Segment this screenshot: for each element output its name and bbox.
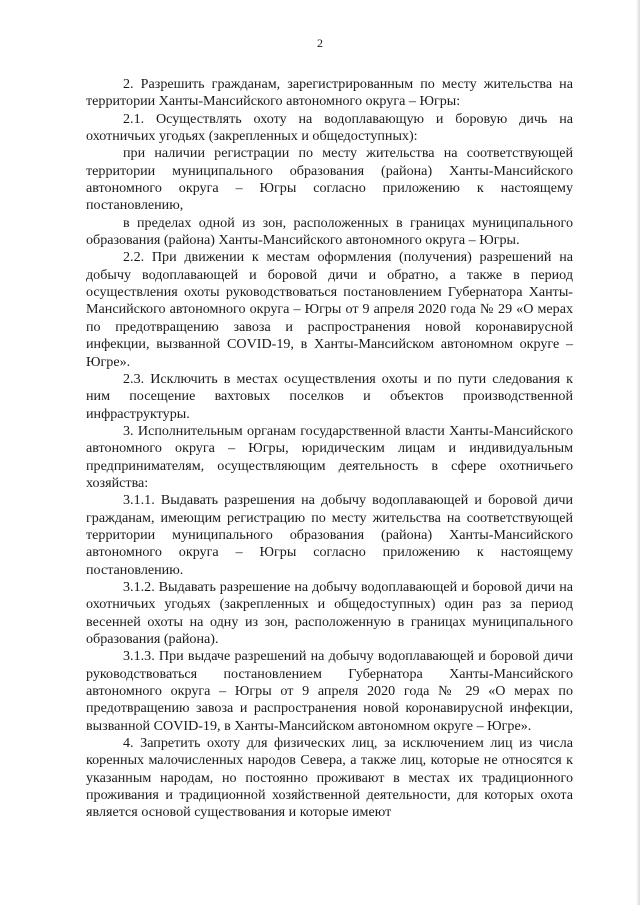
paragraph-2: 2. Разрешить гражданам, зарегистрированным по месту жительства на территории Ханты-Мансийского автономного округа – Югры:	[86, 76, 573, 110]
paragraph-3-1-1: 3.1.1. Выдавать разрешения на добычу водоплавающей и боровой дичи гражданам, имеющим регистрацию по месту жительства на соответствующей территории муниципального образования (района) Ханты-Мансийского автономного округа – Югры согласно приложению к настоящему постановлению.	[86, 492, 573, 578]
paragraph-2-3: 2.3. Исключить в местах осуществления охоты и по пути следования к ним посещение вахтовых поселков и объектов производственной инфраструктуры.	[86, 370, 573, 422]
paragraph-3: 3. Исполнительным органам государственной власти Ханты-Мансийского автономного округа – Югры, юридическим лицам и индивидуальным предпринимателям, осуществляющим деятельность в сфере охотничьего хозяйства:	[86, 422, 573, 491]
paragraph-4: 4. Запретить охоту для физических лиц, за исключением лиц из числа коренных малочисленных народов Севера, а также лиц, которые не относятся к указанным народам, но постоянно проживают в местах их традиционного проживания и традиционной хозяйственной деятельности, для которых охота является основой существования и которые имеют	[86, 735, 573, 821]
page-number: 2	[317, 36, 323, 50]
paragraph-3-1-2: 3.1.2. Выдавать разрешение на добычу водоплавающей и боровой дичи на охотничьих угодьях (закрепленных и общедоступных) один раз за период весенней охоты на одну из зон, расположенную в границах муниципального образования (района).	[86, 578, 573, 647]
document-body	[86, 76, 573, 822]
paragraph-2-2: 2.2. При движении к местам оформления (получения) разрешений на добычу водоплавающей и боровой дичи и обратно, а также в период осуществления охоты руководствоваться постановлением Губернатора Ханты-Мансийского автономного округа – Югры от 9 апреля 2020 года № 29 «О мерах по предотвращению завоза и распространения новой коронавирусной инфекции, вызванной COVID-19, в Ханты-Мансийском автономном округе – Югре».	[86, 249, 573, 370]
paragraph-2-1-condition-zone: в пределах одной из зон, расположенных в границах муниципального образования (района) Ханты-Мансийского автономного округа – Югры.	[86, 214, 573, 249]
paragraph-3-1-3: 3.1.3. При выдаче разрешений на добычу водоплавающей и боровой дичи руководствоваться постановлением Губернатора Ханты-Мансийского автономного округа – Югры от 9 апреля 2020 года № 29 «О мерах по предотвращению завоза и распространения новой коронавирусной инфекции, вызванной COVID-19, в Ханты-Мансийском автономном округе – Югре».	[86, 648, 573, 734]
paragraph-2-1: 2.1. Осуществлять охоту на водоплавающую и боровую дичь на охотничьих угодьях (закрепленных и общедоступных):	[86, 110, 573, 145]
paragraph-2-1-condition-registration: при наличии регистрации по месту жительства на соответствующей территории муниципального образования (района) Ханты-Мансийского автономного округа – Югры согласно приложению к настоящему постановлению,	[86, 145, 573, 214]
page-edge	[636, 0, 640, 905]
